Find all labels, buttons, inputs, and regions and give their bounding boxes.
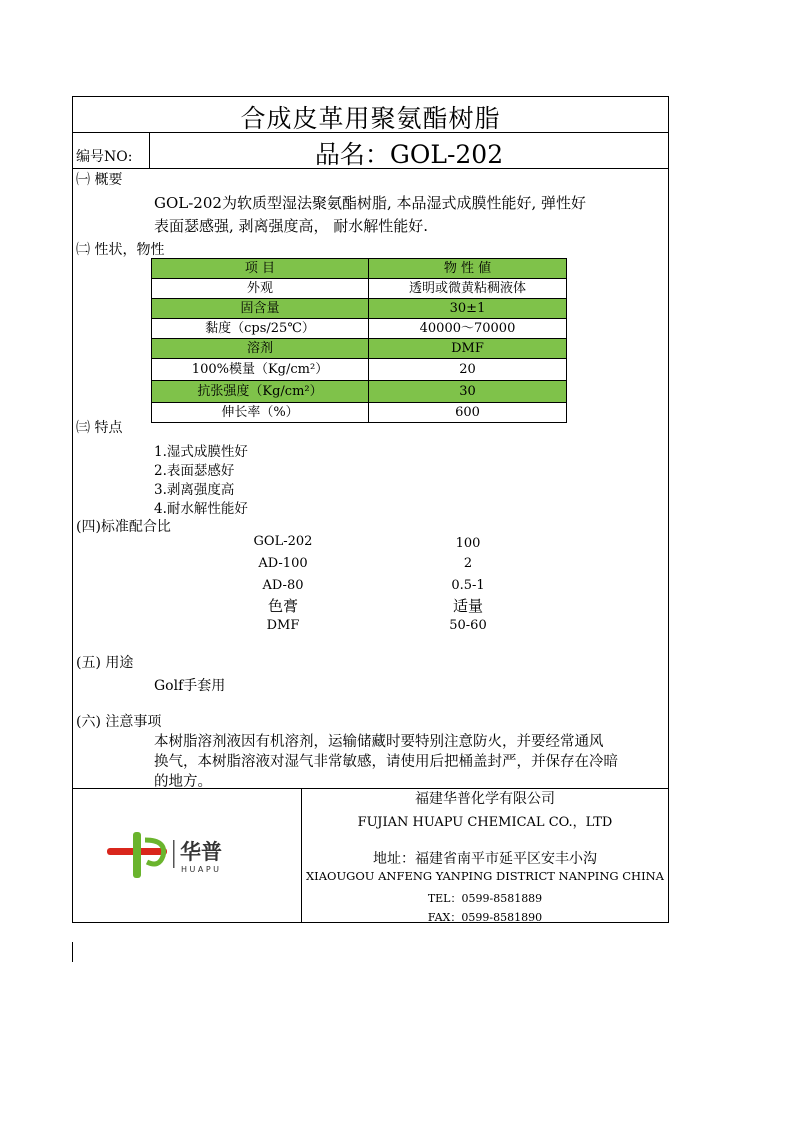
logo-subtitle: HUAPU	[181, 865, 222, 874]
property-name: 黏度（cps/25℃）	[152, 319, 369, 339]
ratio-ingredient: AD-80	[262, 578, 304, 593]
logo-wordmark: 华普	[180, 840, 222, 864]
section-notes-heading: (六) 注意事项	[76, 714, 162, 730]
properties-table	[151, 258, 567, 423]
address-cn: 地址：福建省南平市延平区安丰小沟	[373, 851, 597, 867]
property-value: 20	[369, 359, 567, 381]
ratio-amount: 0.5-1	[451, 578, 485, 593]
logo-area	[73, 788, 301, 922]
company-name-cn: 福建华普化学有限公司	[415, 791, 555, 807]
ratio-amount: 适量	[452, 597, 483, 615]
ratio-amount: 50-60	[449, 618, 487, 633]
ratio-ingredient: DMF	[266, 618, 300, 633]
property-value: DMF	[369, 339, 567, 359]
section-ratio-heading: (四)标准配合比	[76, 519, 171, 535]
number-label: 编号NO:	[76, 149, 133, 165]
use-text: Golf手套用	[154, 678, 226, 694]
ratio-amount: 100	[455, 536, 481, 551]
address-en: XIAOUGOU ANFENG YANPING DISTRICT NANPING CHINA	[305, 869, 664, 883]
company-logo	[107, 832, 257, 878]
property-name: 固含量	[152, 299, 369, 319]
telephone: TEL：0599-8581889	[427, 892, 543, 905]
feature-item: 1.湿式成膜性好	[154, 444, 248, 460]
property-name: 抗张强度（Kg/cm²）	[152, 381, 369, 403]
notes-text-line: 换气，本树脂溶液对湿气非常敏感，请使用后把桶盖封严，并保存在冷暗	[154, 754, 618, 770]
property-name: 100%模量（Kg/cm²）	[152, 359, 369, 381]
document-title: 合成皮革用聚氨酯树脂	[240, 104, 501, 133]
divider	[73, 168, 668, 169]
ratio-ingredient: 色膏	[267, 597, 298, 615]
section-use-heading: (五) 用途	[76, 655, 134, 671]
feature-item: 4.耐水解性能好	[154, 501, 248, 517]
section-properties-heading: ㈡ 性状，物性	[76, 242, 165, 258]
property-value: 600	[369, 403, 567, 423]
table-header-value: 物 性 値	[369, 259, 567, 279]
notes-text-line: 的地方。	[154, 774, 212, 790]
property-value: 30±1	[369, 299, 567, 319]
table-row	[152, 359, 567, 381]
table-header-row	[152, 259, 567, 279]
property-name: 外观	[152, 279, 369, 299]
feature-item: 2.表面瑟感好	[154, 463, 235, 479]
table-row	[152, 339, 567, 359]
table-row	[152, 299, 567, 319]
section-features-heading: ㈢ 特点	[76, 420, 123, 436]
property-value: 透明或微黄粘稠液体	[369, 279, 567, 299]
product-name: 品名：GOL-202	[314, 140, 504, 169]
feature-item: 3.剥离强度高	[154, 482, 235, 498]
table-row	[152, 319, 567, 339]
divider	[73, 132, 668, 133]
property-name: 溶剂	[152, 339, 369, 359]
table-row	[152, 279, 567, 299]
overview-text-line: 表面瑟感强, 剥离强度高， 耐水解性能好.	[154, 217, 429, 235]
company-name-en: FUJIAN HUAPU CHEMICAL CO.，LTD	[357, 815, 613, 830]
section-overview-heading: ㈠ 概要	[76, 172, 123, 188]
text-cursor	[72, 942, 73, 962]
huapu-logo-icon	[107, 832, 257, 878]
property-value: 30	[369, 381, 567, 403]
property-name: 伸长率（%）	[152, 403, 369, 423]
overview-text-line: GOL-202为软质型湿法聚氨酯树脂, 本品湿式成膜性能好, 弹性好	[154, 194, 587, 212]
ratio-amount: 2	[463, 556, 473, 571]
fax: FAX：0599-8581890	[427, 911, 543, 923]
datasheet	[72, 96, 669, 923]
ratio-ingredient: AD-100	[258, 556, 308, 571]
notes-text-line: 本树脂溶剂液因有机溶剂，运输储藏时要特别注意防火，并要经常通风	[154, 734, 604, 750]
ratio-ingredient: GOL-202	[253, 534, 313, 549]
table-row	[152, 381, 567, 403]
property-value: 40000～70000	[369, 319, 567, 339]
table-header-item: 项 目	[152, 259, 369, 279]
table-row	[152, 403, 567, 423]
